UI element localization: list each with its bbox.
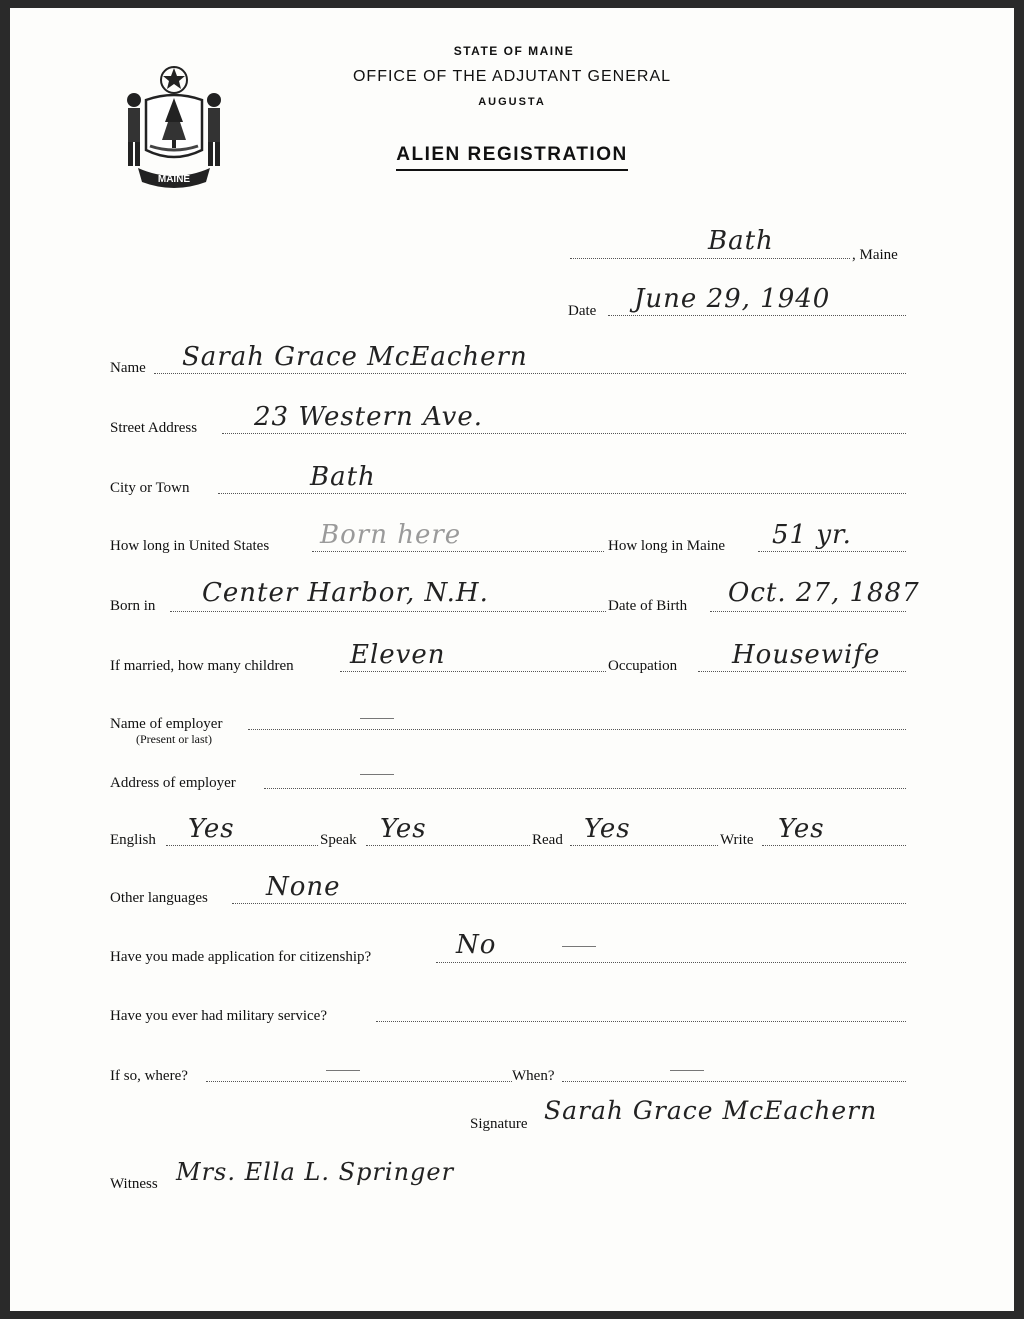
dob-value: Oct. 27, 1887: [728, 578, 920, 608]
city-line: [218, 493, 906, 494]
children-line: [340, 671, 606, 672]
street-line: [222, 433, 906, 434]
witness-value: Mrs. Ella L. Springer: [176, 1158, 455, 1186]
employer-label: Name of employer: [110, 716, 223, 732]
read-value: Yes: [584, 814, 631, 844]
place-line: [570, 258, 850, 259]
howlong-us-line: [312, 551, 604, 552]
street-value: 23 Western Ave.: [254, 402, 484, 432]
speak-label: Speak: [320, 832, 357, 848]
write-value: Yes: [778, 814, 825, 844]
write-line: [762, 845, 906, 846]
read-label: Read: [532, 832, 563, 848]
employer-addr-label: Address of employer: [110, 775, 236, 791]
employer-addr-line: [264, 788, 906, 789]
military-line: [376, 1021, 906, 1022]
where-label: If so, where?: [110, 1068, 188, 1084]
born-label: Born in: [110, 598, 156, 614]
date-value: June 29, 1940: [634, 284, 831, 314]
read-line: [570, 845, 718, 846]
children-value: Eleven: [350, 640, 446, 670]
when-dash: [670, 1070, 704, 1071]
occupation-value: Housewife: [732, 640, 881, 670]
header-state: STATE OF MAINE: [453, 44, 575, 58]
signature-label: Signature: [470, 1116, 528, 1132]
howlong-me-value: 51 yr.: [772, 520, 852, 550]
employer-line: [248, 729, 906, 730]
dob-label: Date of Birth: [608, 598, 688, 614]
seal-text: MAINE: [157, 174, 191, 185]
date-label: Date: [568, 303, 597, 319]
citizenship-label: Have you made application for citizenship?: [110, 949, 372, 965]
children-label: If married, how many children: [110, 658, 294, 674]
city-label: City or Town: [110, 480, 190, 496]
signature-value: Sarah Grace McEachern: [544, 1096, 878, 1125]
employer-sub-label: (Present or last): [136, 732, 212, 746]
place-suffix-label: , Maine: [852, 247, 898, 263]
occupation-line: [698, 671, 906, 672]
form-title: ALIEN REGISTRATION: [10, 144, 1014, 166]
speak-value: Yes: [380, 814, 427, 844]
military-label: Have you ever had military service?: [110, 1008, 327, 1024]
english-label: English: [110, 832, 156, 848]
born-value: Center Harbor, N.H.: [202, 578, 489, 608]
where-line: [206, 1081, 512, 1082]
other-lang-value: None: [266, 872, 341, 902]
employer-dash: [360, 718, 394, 719]
howlong-me-label: How long in Maine: [608, 538, 726, 554]
occupation-label: Occupation: [608, 658, 678, 674]
write-label: Write: [720, 832, 754, 848]
header-city: AUGUSTA: [478, 96, 546, 108]
when-line: [562, 1081, 906, 1082]
howlong-us-label: How long in United States: [110, 538, 270, 554]
speak-line: [366, 845, 530, 846]
other-lang-line: [232, 903, 906, 904]
citizenship-dash: [562, 946, 596, 947]
employer-addr-dash: [360, 774, 394, 775]
place-value: Bath: [708, 226, 774, 256]
english-line: [166, 845, 318, 846]
street-label: Street Address: [110, 420, 198, 436]
when-label: When?: [512, 1068, 555, 1084]
english-value: Yes: [188, 814, 235, 844]
header-office: OFFICE OF THE ADJUTANT GENERAL: [352, 68, 672, 85]
witness-label: Witness: [110, 1176, 158, 1192]
citizenship-line: [436, 962, 906, 963]
name-line: [154, 373, 906, 374]
other-lang-label: Other languages: [110, 890, 208, 906]
dob-line: [710, 611, 906, 612]
city-value: Bath: [310, 462, 376, 492]
citizenship-value: No: [456, 930, 497, 960]
howlong-me-line: [758, 551, 906, 552]
born-line: [170, 611, 606, 612]
date-line: [608, 315, 906, 316]
howlong-us-value: Born here: [320, 520, 462, 550]
where-dash: [326, 1070, 360, 1071]
name-label: Name: [110, 360, 146, 376]
registration-form-page: [10, 8, 1014, 1311]
name-value: Sarah Grace McEachern: [182, 342, 528, 372]
